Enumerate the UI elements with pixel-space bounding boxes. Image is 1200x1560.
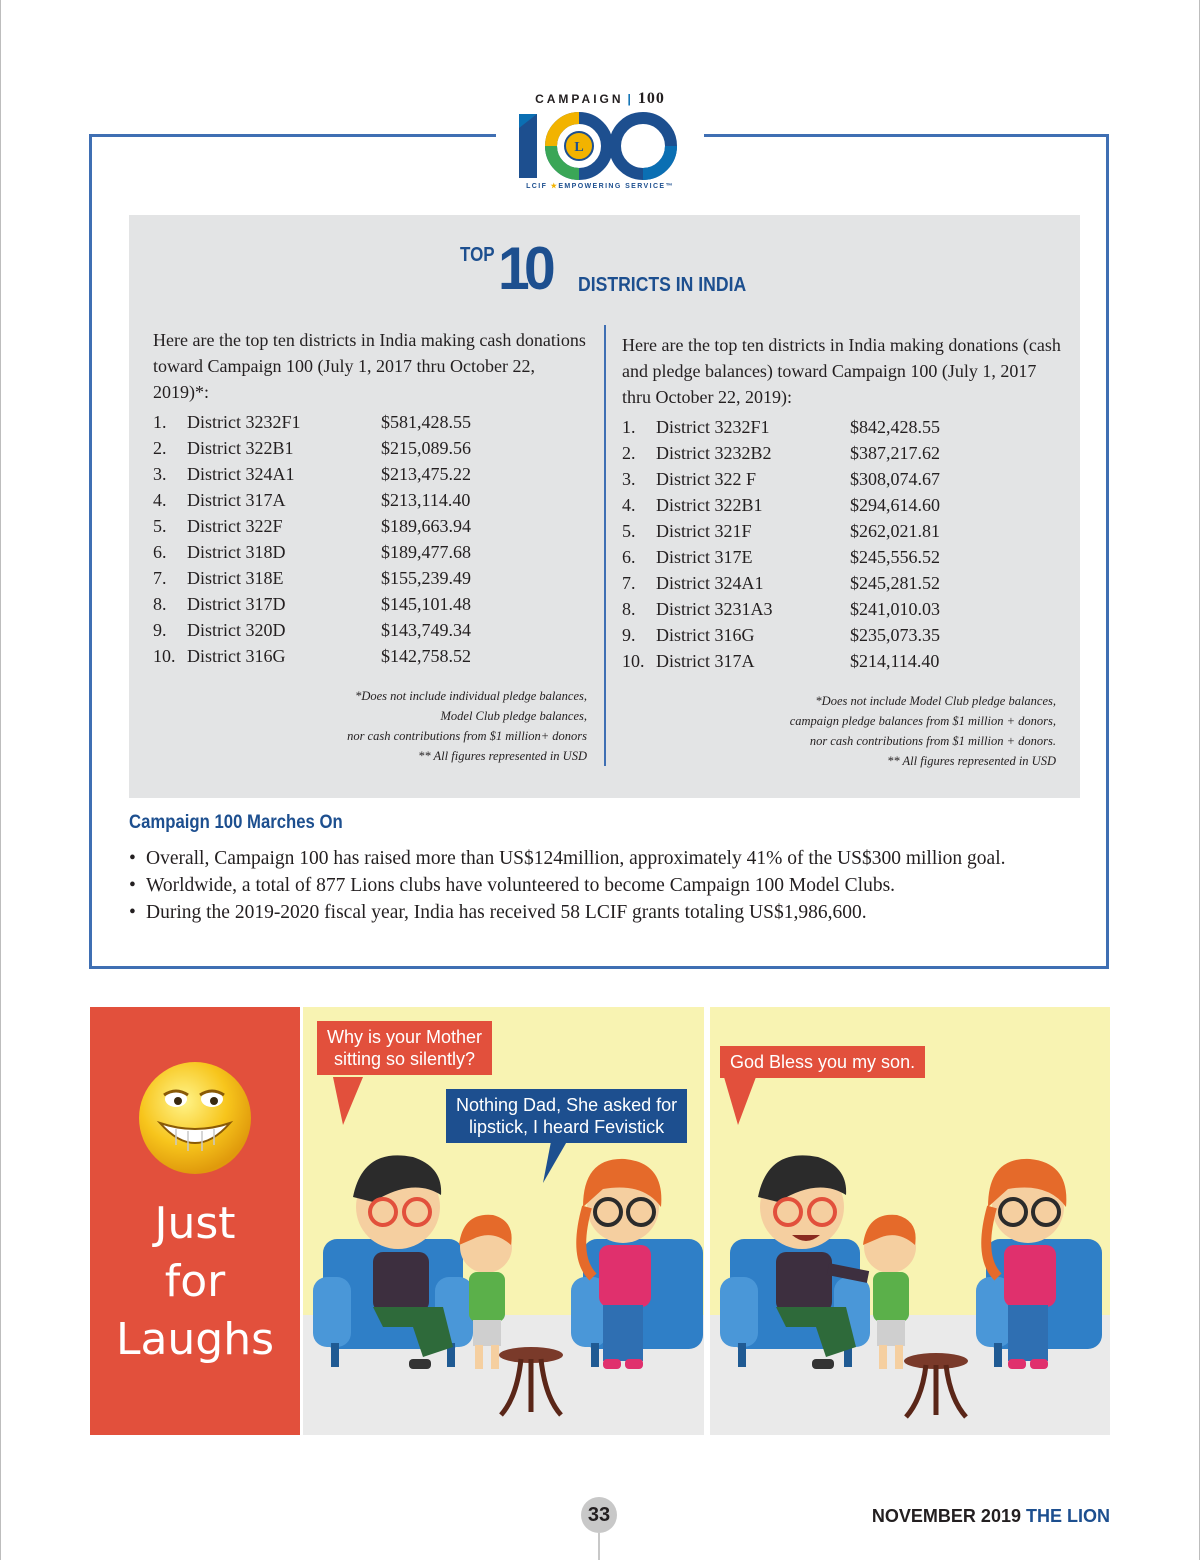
just-for-laughs-panel (90, 1007, 300, 1435)
ranking-row (153, 461, 593, 487)
rank-number: 6. (622, 547, 636, 567)
logo-tagline: LCIF ★EMPOWERING SERVICE™ (526, 183, 674, 190)
donation-amount: $189,663.94 (381, 516, 471, 536)
rank-number: 6. (153, 542, 167, 562)
ranking-row (153, 435, 593, 461)
donation-amount: $155,239.49 (381, 568, 471, 588)
issue-date: NOVEMBER 2019 (871, 1506, 1021, 1526)
bullet-item: • Overall, Campaign 100 has raised more than US$124million, approximately 41% of the US$300 million goal. (129, 845, 1089, 872)
district-name: District 316G (187, 646, 286, 666)
ranking-row (622, 518, 1062, 544)
donation-amount: $245,556.52 (850, 547, 940, 567)
district-name: District 3232F1 (656, 417, 770, 437)
donation-amount: $189,477.68 (381, 542, 471, 562)
district-name: District 3232B2 (656, 443, 772, 463)
district-name: District 324A1 (187, 464, 295, 484)
rank-number: 5. (153, 516, 167, 536)
donation-amount: $143,749.34 (381, 620, 471, 640)
donation-amount: $241,010.03 (850, 599, 940, 619)
dad-speech-bubble: God Bless you my son. (720, 1046, 925, 1078)
donation-amount: $215,089.56 (381, 438, 471, 458)
district-name: District 317D (187, 594, 286, 614)
district-name: District 318E (187, 568, 284, 588)
donation-amount: $213,114.40 (381, 490, 471, 510)
ranking-row (622, 440, 1062, 466)
cash-donations-column (153, 327, 593, 669)
rank-number: 9. (622, 625, 636, 645)
pledge-intro: Here are the top ten districts in India making donations (cash and pledge balances) toward Campaign 100 (July 1, 2017 thru October 22, 2019): (622, 335, 1061, 407)
campaign-100-logo (496, 86, 704, 202)
district-name: District 318D (187, 542, 286, 562)
top10-heading (458, 235, 758, 302)
bullet-item: • During the 2019-2020 fiscal year, India has received 58 LCIF grants totaling US$1,986,600. (129, 899, 1089, 926)
ranking-row (153, 513, 593, 539)
heading-top: TOP (460, 244, 495, 266)
district-name: District 324A1 (656, 573, 764, 593)
donation-amount: $262,021.81 (850, 521, 940, 541)
donation-amount: $842,428.55 (850, 417, 940, 437)
bullet-item: • Worldwide, a total of 877 Lions clubs have volunteered to become Campaign 100 Model Clubs. (129, 872, 1089, 899)
logo-100-mark (515, 108, 685, 182)
district-name: District 317A (187, 490, 286, 510)
district-name: District 317E (656, 547, 753, 567)
laughing-smiley-icon (136, 1059, 254, 1177)
ranking-row (153, 643, 593, 669)
ranking-row (622, 622, 1062, 648)
rank-number: 10. (153, 646, 176, 666)
cash-ranking-list (153, 409, 593, 669)
ranking-row (622, 648, 1062, 674)
ranking-row (153, 565, 593, 591)
donation-amount: $387,217.62 (850, 443, 940, 463)
comic-panel-2 (710, 1007, 1110, 1435)
rank-number: 5. (622, 521, 636, 541)
rank-number: 8. (153, 594, 167, 614)
rank-number: 9. (153, 620, 167, 640)
pledge-ranking-list (622, 414, 1062, 674)
rank-number: 8. (622, 599, 636, 619)
rank-number: 1. (622, 417, 636, 437)
pledge-footnote: *Does not include Model Club pledge balances, campaign pledge balances from $1 million + donors, nor cash contributions from $1 million + donors. ** All figures represented in USD (789, 694, 1056, 768)
rank-number: 2. (622, 443, 636, 463)
comic-panel-1 (303, 1007, 704, 1435)
boy-speech-bubble: Nothing Dad, She asked for lipstick, I heard Fevistick (446, 1089, 687, 1143)
district-name: District 321F (656, 521, 752, 541)
district-name: District 322 F (656, 469, 757, 489)
magazine-brand: THE LION (1026, 1506, 1110, 1526)
heading-ten: 10 (498, 235, 551, 302)
marches-title: Campaign 100 Marches On (129, 812, 343, 833)
ranking-row (622, 596, 1062, 622)
donation-amount: $245,281.52 (850, 573, 940, 593)
donation-amount: $581,428.55 (381, 412, 471, 432)
ranking-row (622, 544, 1062, 570)
donation-amount: $145,101.48 (381, 594, 471, 614)
cash-footnote: *Does not include individual pledge balances, Model Club pledge balances, nor cash contributions from $1 million+ donors ** All figures represented in USD (347, 689, 587, 763)
rank-number: 10. (622, 651, 645, 671)
page-number-stem (598, 1533, 600, 1560)
rank-number: 2. (153, 438, 167, 458)
logo-top-text: CAMPAIGN | 100 (535, 90, 665, 107)
issue-footer (872, 1506, 1110, 1527)
district-name: District 322B1 (656, 495, 763, 515)
ranking-row (622, 492, 1062, 518)
ranking-row (153, 539, 593, 565)
donation-amount: $142,758.52 (381, 646, 471, 666)
ranking-row (153, 487, 593, 513)
heading-subtitle: DISTRICTS IN INDIA (578, 274, 747, 296)
donation-amount: $308,074.67 (850, 469, 940, 489)
marches-bullets (129, 845, 1089, 926)
rank-number: 3. (153, 464, 167, 484)
column-divider (604, 325, 606, 766)
district-name: District 322B1 (187, 438, 294, 458)
district-name: District 317A (656, 651, 755, 671)
ranking-row (622, 466, 1062, 492)
boy-character (863, 1215, 916, 1369)
cash-intro: Here are the top ten districts in India making cash donations toward Campaign 100 (July 1, 2017 thru October 22, 2019)*: (153, 330, 586, 402)
district-name: District 3232F1 (187, 412, 301, 432)
rank-number: 7. (153, 568, 167, 588)
district-name: District 3231A3 (656, 599, 773, 619)
donation-amount: $294,614.60 (850, 495, 940, 515)
ranking-row (153, 409, 593, 435)
svg-text:L: L (574, 140, 584, 155)
page-number: 33 (581, 1497, 617, 1533)
just-for-laughs-title: Just for Laughs (115, 1198, 275, 1365)
donation-amount: $213,475.22 (381, 464, 471, 484)
district-name: District 316G (656, 625, 755, 645)
district-name: District 320D (187, 620, 286, 640)
rank-number: 1. (153, 412, 167, 432)
rank-number: 4. (622, 495, 636, 515)
donation-amount: $214,114.40 (850, 651, 940, 671)
rank-number: 3. (622, 469, 636, 489)
rank-number: 7. (622, 573, 636, 593)
district-name: District 322F (187, 516, 283, 536)
side-table (904, 1353, 968, 1417)
donation-amount: $235,073.35 (850, 625, 940, 645)
rank-number: 4. (153, 490, 167, 510)
side-table (499, 1347, 563, 1415)
ranking-row (622, 414, 1062, 440)
ranking-row (153, 591, 593, 617)
ranking-row (622, 570, 1062, 596)
dad-speech-bubble: Why is your Mother sitting so silently? (317, 1021, 492, 1075)
pledge-donations-column (622, 332, 1062, 674)
ranking-row (153, 617, 593, 643)
